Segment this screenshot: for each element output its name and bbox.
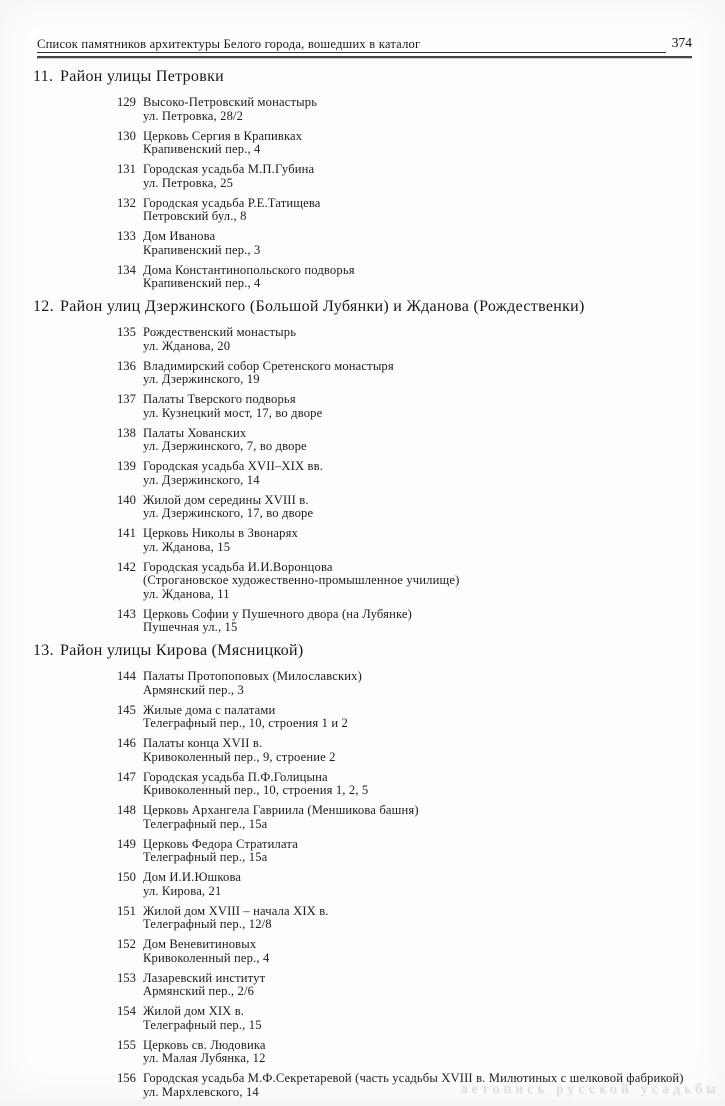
entry-lines	[143, 230, 705, 257]
catalog-entry	[117, 838, 705, 865]
entry-address: ул. Малая Лубянка, 12	[143, 1051, 266, 1065]
entry-address: ул. Кирова, 21	[143, 883, 222, 898]
catalog-entry	[117, 197, 705, 224]
catalog-entry	[117, 326, 705, 353]
entry-number: 145	[117, 702, 136, 717]
entry-address: ул. Мархлевского, 14	[143, 1084, 259, 1099]
entry-address: Телеграфный пер., 12/8	[143, 917, 272, 931]
catalog-entry	[117, 670, 705, 697]
entry-address: Кривоколенный пер., 10, строения 1, 2, 5	[143, 783, 369, 797]
header-underline-rule	[37, 52, 666, 53]
entry-name: Церковь Федора Стратилата	[143, 836, 298, 851]
entry-lines	[143, 197, 705, 224]
entry-name: Церковь св. Людовика	[143, 1037, 266, 1052]
entry-number: 152	[117, 937, 136, 951]
entry-name: Жилой дом середины XVIII в.	[143, 492, 309, 507]
section-items	[33, 326, 705, 635]
entry-lines	[143, 972, 705, 999]
entry-lines	[143, 96, 705, 123]
entry-number: 154	[117, 1004, 136, 1018]
entry-number: 151	[117, 903, 136, 918]
section	[33, 297, 705, 635]
entry-address: Крапивенский пер., 3	[143, 242, 261, 257]
entry-lines	[143, 1039, 705, 1066]
entry-name: Дома Константинопольского подворья	[143, 262, 355, 277]
entry-lines	[143, 130, 705, 157]
entry-name: Жилые дома с палатами	[143, 702, 276, 717]
catalog-entry	[117, 130, 705, 157]
entry-number: 132	[117, 195, 136, 210]
entry-name: Церковь Архангела Гавриила (Меншикова башня)	[143, 803, 419, 817]
section-title: Район улицы Петровки	[60, 68, 225, 85]
entry-lines	[143, 737, 705, 764]
entry-address: Телеграфный пер., 15а	[143, 816, 268, 831]
entry-number: 130	[117, 128, 136, 143]
entry-number: 139	[117, 459, 136, 473]
section-items	[33, 670, 705, 1099]
entry-number: 134	[117, 262, 136, 277]
entry-address: ул. Жданова, 20	[143, 338, 231, 353]
section-items	[33, 96, 705, 291]
entry-name: Церковь Софии у Пушечного двора (на Лубянке)	[143, 606, 413, 621]
section-number: 12.	[33, 298, 54, 315]
entry-address: Кривоколенный пер., 9, строение 2	[143, 749, 336, 764]
entry-name: Церковь Николы в Звонарях	[143, 526, 298, 540]
entry-address: Армянский пер., 2/6	[143, 984, 255, 998]
catalog-entry	[117, 905, 705, 932]
entry-address: Пушечная ул., 15	[143, 620, 238, 634]
catalog-entry	[117, 771, 705, 798]
section-title: Район улицы Кирова (Мясницкой)	[60, 642, 304, 659]
catalog-entry	[117, 360, 705, 387]
entry-name: Палаты Тверского подворья	[143, 392, 296, 406]
entry-lines	[143, 460, 705, 487]
entry-address: Телеграфный пер., 10, строения 1 и 2	[143, 716, 348, 730]
page-number: 374	[671, 35, 692, 50]
running-header-title: Список памятников архитектуры Белого города, вошедших в каталог	[37, 37, 421, 51]
entry-lines	[143, 163, 705, 190]
catalog-entry	[117, 608, 705, 635]
entry-lines	[143, 494, 705, 521]
entry-lines	[143, 608, 705, 635]
entry-name: Владимирский собор Сретенского монастыря	[143, 358, 394, 373]
entry-lines	[143, 838, 705, 865]
entry-number: 135	[117, 325, 136, 339]
section-number: 11.	[33, 68, 54, 85]
entry-number: 149	[117, 836, 136, 851]
entry-lines	[143, 704, 705, 731]
entry-address: ул. Дзержинского, 7, во дворе	[143, 439, 307, 453]
watermark-text: летопись русской усадьбы	[460, 1081, 720, 1096]
catalog-entry	[117, 804, 705, 831]
entry-name: Городская усадьба М.П.Губина	[143, 162, 315, 176]
entry-number: 137	[117, 392, 136, 406]
entry-address: Телеграфный пер., 15	[143, 1017, 262, 1032]
entry-name: Дом И.И.Юшкова	[143, 870, 242, 884]
section-title: Район улиц Дзержинского (Большой Лубянки) и Жданова (Рождественки)	[60, 298, 585, 315]
entry-lines	[143, 804, 705, 831]
entry-number: 150	[117, 870, 136, 884]
running-header	[37, 35, 692, 59]
entry-name: Городская усадьба П.Ф.Голицына	[143, 769, 328, 784]
entry-number: 146	[117, 736, 136, 750]
entry-number: 148	[117, 803, 136, 817]
catalog-entry	[117, 561, 705, 602]
entry-address: ул. Петровка, 28/2	[143, 108, 244, 123]
catalog-entry	[117, 393, 705, 420]
catalog-entry	[117, 527, 705, 554]
entry-address: Крапивенский пер., 4	[143, 142, 261, 156]
catalog-entry	[117, 230, 705, 257]
entry-number: 144	[117, 669, 136, 683]
entry-address: ул. Жданова, 11	[143, 586, 230, 601]
header-bottom-rule	[37, 56, 692, 58]
entry-name: Церковь Сергия в Крапивках	[143, 128, 303, 143]
entry-number: 156	[117, 1071, 136, 1085]
entry-address: Телеграфный пер., 15а	[143, 850, 268, 864]
entry-name: Лазаревский институт	[143, 970, 266, 985]
section-heading	[33, 67, 705, 87]
entry-lines	[143, 905, 705, 932]
entry-address: (Строгановское художественно-промышленное училище)	[143, 573, 460, 587]
entry-lines	[143, 427, 705, 454]
catalog-entry	[117, 1039, 705, 1066]
entry-lines	[143, 871, 705, 898]
entry-number: 142	[117, 559, 136, 574]
entry-address: Кривоколенный пер., 4	[143, 950, 270, 965]
catalog-entry	[117, 427, 705, 454]
entry-lines	[143, 1005, 705, 1032]
entry-name: Дом Иванова	[143, 229, 216, 243]
catalog-entry	[117, 938, 705, 965]
entry-address: ул. Кузнецкий мост, 17, во дворе	[143, 405, 323, 420]
catalog-entry	[117, 96, 705, 123]
catalog-entry	[117, 972, 705, 999]
entry-name: Городская усадьба И.И.Воронцова	[143, 559, 333, 574]
entry-name: Рождественский монастырь	[143, 325, 297, 339]
entry-name: Палаты конца XVII в.	[143, 736, 263, 750]
entry-lines	[143, 326, 705, 353]
entry-address: ул. Дзержинского, 17, во дворе	[143, 506, 314, 520]
section-heading	[33, 641, 705, 661]
catalog-entry	[117, 1005, 705, 1032]
catalog-list	[33, 62, 705, 1106]
entry-number: 140	[117, 492, 136, 507]
section	[33, 641, 705, 1099]
entry-number: 141	[117, 526, 136, 540]
section	[33, 67, 705, 291]
entry-name: Жилой дом XIX в.	[143, 1004, 245, 1018]
entry-number: 138	[117, 425, 136, 440]
entry-number: 133	[117, 229, 136, 243]
entry-number: 129	[117, 95, 136, 109]
catalog-entry	[117, 704, 705, 731]
catalog-entry	[117, 871, 705, 898]
entry-name: Городская усадьба М.Ф.Секретаревой (часть усадьбы XVIII в. Милютиных с шелковой фабрикой)	[143, 1071, 684, 1085]
entry-address: Петровский бул., 8	[143, 209, 247, 223]
entry-address: Крапивенский пер., 4	[143, 276, 261, 290]
catalog-entry	[117, 494, 705, 521]
catalog-entry	[117, 163, 705, 190]
entry-name: Городская усадьба XVII–XIX вв.	[143, 459, 324, 473]
entry-lines	[143, 561, 705, 602]
entry-address: ул. Жданова, 15	[143, 539, 231, 554]
entry-address: ул. Дзержинского, 14	[143, 472, 260, 487]
entry-address: ул. Дзержинского, 19	[143, 372, 260, 386]
entry-number: 131	[117, 162, 136, 176]
entry-number: 143	[117, 606, 136, 621]
entry-lines	[143, 938, 705, 965]
entry-lines	[143, 360, 705, 387]
entry-lines	[143, 527, 705, 554]
entry-name: Палаты Протопоповых (Милославских)	[143, 669, 362, 683]
entry-lines	[143, 264, 705, 291]
entry-number: 147	[117, 769, 136, 784]
entry-lines	[143, 771, 705, 798]
entry-name: Жилой дом XVIII – начала XIX в.	[143, 903, 329, 918]
entry-number: 153	[117, 970, 136, 985]
section-number: 13.	[33, 642, 54, 659]
entry-address: ул. Петровка, 25	[143, 175, 234, 190]
section-heading	[33, 297, 705, 317]
entry-name: Палаты Хованских	[143, 425, 247, 440]
catalog-entry	[117, 264, 705, 291]
entry-number: 155	[117, 1037, 136, 1052]
entry-name: Городская усадьба Р.Е.Татищева	[143, 195, 321, 210]
catalog-entry	[117, 460, 705, 487]
entry-name: Высоко-Петровский монастырь	[143, 95, 318, 109]
entry-lines	[143, 393, 705, 420]
entry-name: Дом Веневитиновых	[143, 937, 257, 951]
entry-address: Армянский пер., 3	[143, 682, 244, 697]
catalog-entry	[117, 737, 705, 764]
entry-number: 136	[117, 358, 136, 373]
entry-lines	[143, 670, 705, 697]
